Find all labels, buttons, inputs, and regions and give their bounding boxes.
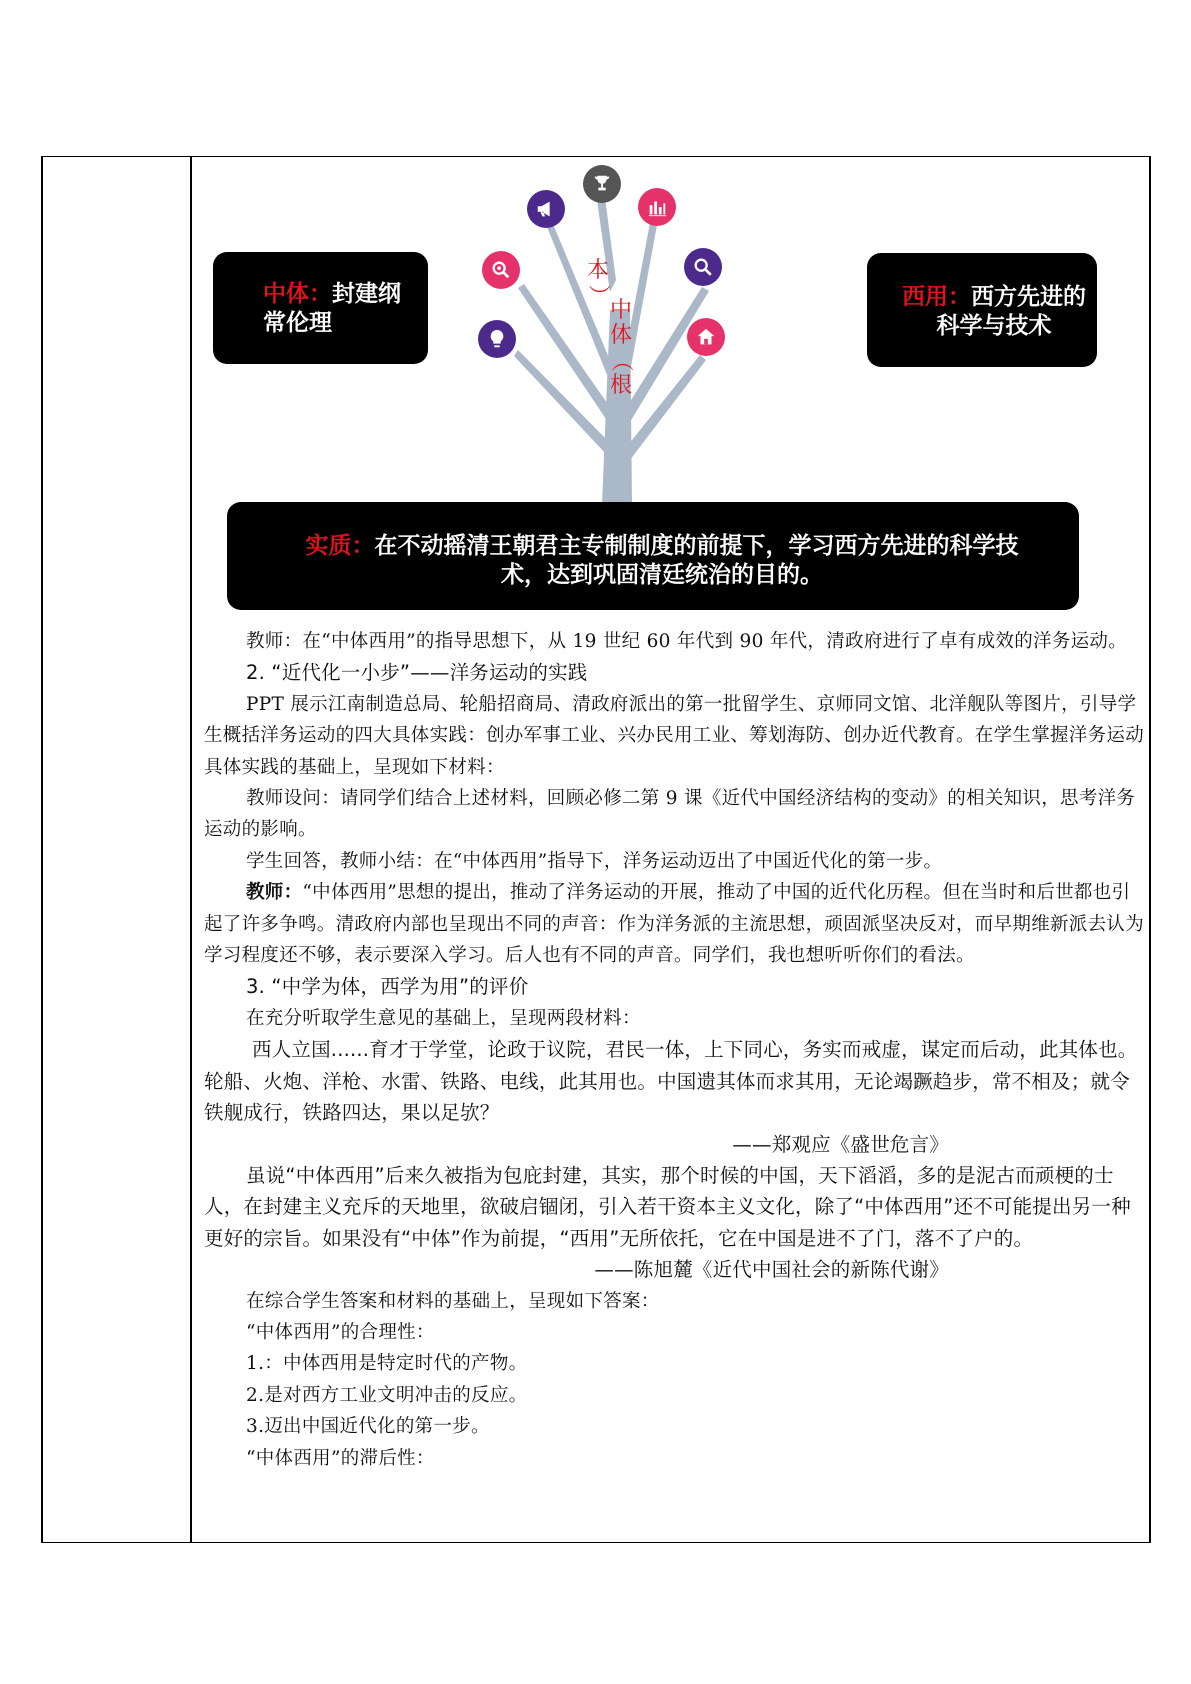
paragraph: 在综合学生答案和材料的基础上，呈现如下答案： [246,1290,660,1312]
trunk-label-top: 本 ） [585,258,611,307]
xiyong-box [867,253,1097,367]
xiyong-text: 西方先进的科学与技术 [936,284,1086,339]
trophy-icon [583,165,621,203]
lesson-text [204,626,1144,1474]
quote: 虽说“中体西用”后来久被指为包庇封建，其实，那个时候的中国，天下滔滔，多的是泥古而顽梗的士人，在封建主义充斥的天地里，欲破启锢闭，引入若干资本主义文化，除了“中体西用”还不可能提出另一种更好的宗旨。如果没有“中体”作为前提，“西用”无所依托，它在中国是进不了门，落不了户的。 [204,1163,1131,1250]
essence-label: 实质： [305,533,375,559]
essence-box [227,502,1079,610]
essence-text: 在不动摇清王朝君主专制制度的前提下，学习西方先进的科学技术，达到巩固清廷统治的目的。 [374,533,1019,588]
trunk-label-main: 中 体 （ 根 [608,298,634,398]
xiyong-label: 西用： [902,284,971,310]
paragraph: 在充分听取学生意见的基础上，呈现两段材料： [246,1007,641,1029]
quote: 西人立国......育才于学堂，论政于议院，君民一体，上下同心，务实而戒虚，谋定而后动，此其体也。轮船、火炮、洋枪、水雷、铁路、电线，此其用也。中国遗其体而求其用，无论竭蹶趋步，常不相及；就令铁舰成行，铁路四达，果以足欤？ [204,1038,1138,1125]
zhongti-label: 中体： [263,281,332,307]
list-item: 1.：中体西用是特定时代的产物。 [246,1353,528,1375]
teacher-label: 教师： [246,882,303,904]
paragraph: “中体西用”的滞后性： [246,1447,435,1469]
gear-search-icon [482,251,520,289]
zhongti-text: 封建纲常伦理 [263,281,401,336]
list-item: 3.迈出中国近代化的第一步。 [246,1416,490,1438]
paragraph: PPT 展示江南制造总局、轮船招商局、清政府派出的第一批留学生、京师同文馆、北洋舰队等图片，引导学生概括洋务运动的四大具体实践：创办军事工业、兴办民用工业、筹划海防、创办近代教育。在学生掌握洋务运动具体实践的基础上，呈现如下材料： [204,693,1145,778]
paragraph: 教师：在“中体西用”的指导思想下，从 19 世纪 60 年代到 90 年代，清政府进行了卓有成效的洋务运动。 [246,631,1128,652]
list-item: 2.是对西方工业文明冲击的反应。 [246,1384,528,1406]
paragraph: 学生回答，教师小结：在“中体西用”指导下，洋务运动迈出了中国近代化的第一步。 [246,850,943,872]
magnifier-icon [684,248,722,286]
quote-source: ——陈旭麓《近代中国社会的新陈代谢》 [594,1258,949,1282]
zhongti-box [213,252,428,364]
quote-source: ——郑观应《盛世危言》 [732,1132,949,1156]
paragraph: “中体西用”的合理性： [246,1321,435,1343]
lightbulb-icon [478,320,516,358]
paragraph-text: “中体西用”思想的提出，推动了洋务运动的开展，推动了中国的近代化历程。但在当时和后世都也引起了许多争鸣。清政府内部也呈现出不同的声音：作为洋务派的主流思想，顽固派坚决反对，而早期维新派去认为学习程度还不够，表示要深入学习。后人也有不同的声音。同学们，我也想听听你们的看法。 [204,882,1145,967]
paragraph: 教师设问：请同学们结合上述材料，回顾必修二第 9 课《近代中国经济结构的变动》的相关知识，思考洋务运动的影响。 [204,788,1136,841]
house-icon [687,318,725,356]
megaphone-icon [527,190,565,228]
paragraph [204,877,1144,971]
bar-chart-icon [638,188,676,226]
zhongti-xiyong-diagram [192,160,1150,615]
section-heading: 3. “中学为体，西学为用”的评价 [246,975,529,999]
section-heading: 2. “近代化一小步”——洋务运动的实践 [246,661,588,685]
